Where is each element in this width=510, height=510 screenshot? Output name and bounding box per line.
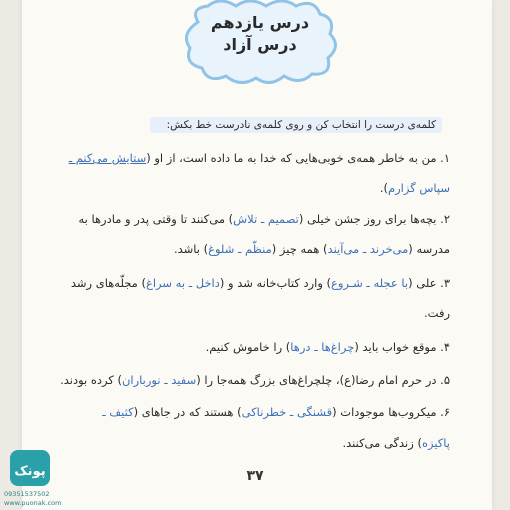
choice-1a: ستایش می‌کنم ـ — [68, 151, 147, 165]
exercise-line-1: ۱. من به خاطر همه‌ی خوبی‌هایی که خدا به ما داده است، از او (ستایش می‌کنم ـ — [68, 151, 450, 165]
choice-5: سفید ـ نورباران — [121, 373, 197, 387]
choice-6c: پاکیزه — [421, 436, 450, 450]
exercise-line-2: ۲. بچه‌ها برای روز جشن خیلی (تصمیم ـ تلاش) می‌کنند تا وقتی پدر و مادرها به — [78, 212, 450, 226]
choice-6b: کثیف ـ — [102, 405, 134, 419]
exercise-line-5: ۵. در حرم امام رضا(ع)، چلچراغ‌های بزرگ همه‌جا را (سفید ـ نورباران) کرده بودند. — [60, 373, 450, 387]
exercise-line-2b: مدرسه (می‌خرند ـ می‌آیند) همه چیز (منظّم ـ شلوغ) باشد. — [173, 242, 450, 256]
lesson-title-line1: درس یازدهم — [210, 13, 310, 32]
choice-3a: با عجله ـ شـروع — [331, 276, 409, 290]
choice-6a: قشنگی ـ خطرناکی — [241, 405, 333, 419]
logo-brand: پونک — [14, 464, 46, 479]
exercise-instruction: کلمه‌ی درست را انتخاب کن و روی کلمه‌ی نادرست خط بکش: — [150, 117, 442, 133]
exercise-line-4: ۴. موقع خواب باید (چراغ‌ها ـ درها) را خاموش کنیم. — [205, 340, 450, 354]
choice-2c: منظّم ـ شلوغ — [208, 242, 272, 256]
choice-1b: سپاس گزارم — [388, 181, 450, 195]
logo-phone: 09351537502 — [4, 490, 50, 498]
exercise-line-1b: سپاس گزارم). — [379, 181, 450, 195]
page-number: ۳۷ — [246, 468, 264, 484]
choice-3b: داخل ـ به سراغ — [145, 276, 220, 290]
logo-site: www.puonak.com — [4, 499, 62, 507]
exercise-line-6b: پاکیزه) زندگی می‌کنند. — [342, 436, 450, 450]
choice-2b: می‌خرند ـ می‌آیند — [327, 242, 409, 256]
exercise-line-3: ۳. علی (با عجله ـ شـروع) وارد کتاب‌خانه شد و (داخل ـ به سراغ) مجلّه‌های رشد — [70, 276, 450, 290]
lesson-title — [180, 12, 340, 56]
exercise-line-3b: رفت. — [424, 306, 450, 320]
exercise-line-6: ۶. میکروب‌ها موجودات (قشنگی ـ خطرناکی) هستند که در جاهای (کثیف ـ — [102, 405, 450, 419]
choice-2: تصمیم ـ تلاش — [233, 212, 299, 226]
lesson-title-line2: درس آزاد — [223, 35, 297, 54]
choice-4: چراغ‌ها ـ درها — [290, 340, 355, 354]
